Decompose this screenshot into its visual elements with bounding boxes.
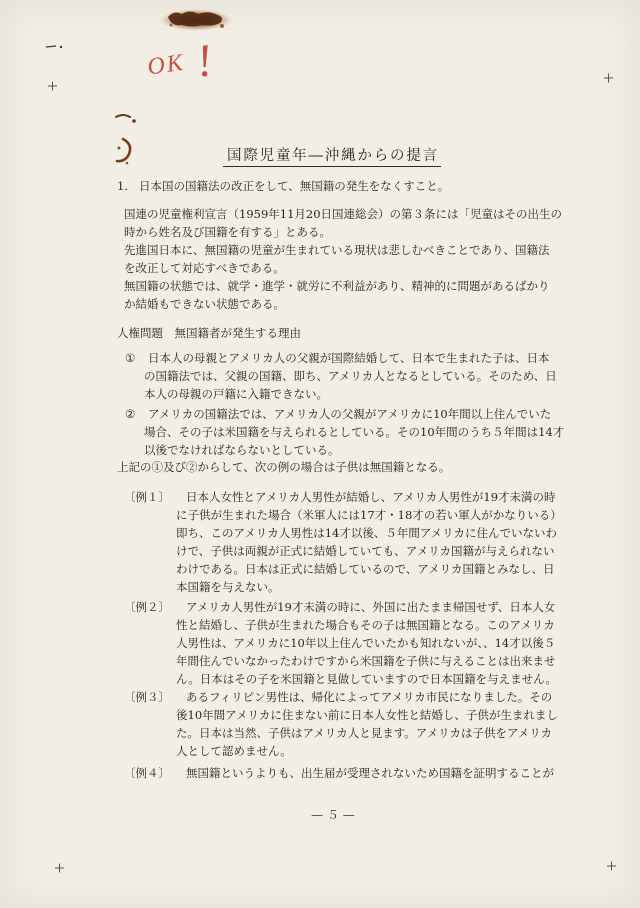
subheading: 人権問題 無国籍者が発生する理由 (117, 326, 301, 340)
paragraph-line: 無国籍の状態では、就学・進学・就労に不利益があり、精神的に問題があるばかり (124, 279, 550, 293)
example-line: あるフィリピン男性は、帰化によってアメリカ市民になりました。その (186, 690, 553, 704)
handwritten-exclamation: ! (193, 33, 216, 87)
handwritten-ok-mark (144, 33, 215, 94)
reason-item-2 (125, 405, 564, 459)
section-heading-text: 日本国の国籍法の改正をして、無国籍の発生をなくすこと。 (139, 179, 450, 193)
example-label: 〔例２〕 (124, 600, 170, 614)
example-line: 人男性は、アメリカに10年以上住んでいたかも知れないが、、14才以後５ (176, 636, 556, 650)
registration-mark-top-left (48, 82, 57, 91)
example-line: けで、子供は両親が正式に結婚していても、アメリカ国籍が与えられない (176, 544, 555, 558)
reason-marker: ① (125, 351, 136, 365)
example-line: ん。日本はその子を米国籍と見做していますので日本国籍を与えません。 (176, 672, 557, 686)
reason-line: アメリカの国籍法では、アメリカ人の父親がアメリカに10年間以上住んでいた (148, 407, 552, 421)
document-title: 国際児童年―沖縄からの提言 (223, 147, 441, 167)
reason-line: 以後でなければならないとしている。 (144, 443, 340, 457)
paragraph-line: 時から姓名及び国籍を有する」とある。 (124, 225, 331, 239)
example-line: 日本人女性とアメリカ人男性が結婚し、アメリカ人男性が19才未満の時 (186, 490, 556, 504)
example-line: 性と結婚し、子供が生まれた場合もその子は無国籍となる。このアメリカ (176, 618, 555, 632)
handwritten-ok-letters: OK (145, 49, 187, 81)
example-line: アメリカ人男性が19才未満の時に、外国に出たまま帰国せず、日本人女 (186, 600, 556, 614)
example-line: 無国籍というよりも、出生届が受理されないため国籍を証明することが (186, 766, 554, 780)
example-line: わけである。日本は正式に結婚しているので、アメリカ国籍とみなし、日 (176, 562, 555, 576)
section-1-paragraph (124, 205, 562, 313)
example-line: 即ち、このアメリカ人男性は14才以後、５年間アメリカに住んでいないわ (176, 526, 558, 540)
reason-line: 日本人の母親とアメリカ人の父親が国際結婚して、日本で生まれた子は、日本 (148, 351, 550, 365)
example-line: に子供が生まれた場合（米軍人には17才・18才の若い軍人がかなりいる） (176, 508, 562, 522)
reason-line: 本人の母親の戸籍に入籍できない。 (144, 387, 328, 401)
example-line: 本国籍を与えない。 (176, 580, 280, 594)
example-4 (124, 764, 554, 782)
example-line: 後10年間アメリカに住まない前に日本人女性と結婚し、子供が生まれまし (176, 708, 558, 722)
registration-mark-bottom-left (55, 864, 64, 873)
reason-item-1 (125, 349, 557, 403)
paragraph-line: 先進国日本に、無国籍の児童が生まれている現状は悲しむべきことであり、国籍法 (124, 243, 550, 257)
paragraph-line: を改正して対応すべきである。 (124, 261, 285, 275)
conclusion-line: 上記の①及び②からして、次の例の場合は子供は無国籍となる。 (117, 460, 451, 474)
example-label: 〔例１〕 (124, 490, 170, 504)
example-line: た。日本は当然、子供はアメリカ人と見ます。アメリカは子供をアメリカ (176, 726, 553, 740)
example-label: 〔例４〕 (124, 766, 170, 780)
ink-specks (46, 46, 62, 48)
example-3 (124, 688, 558, 760)
section-1-heading (117, 177, 449, 195)
rust-stain-top (160, 9, 232, 31)
example-line: 人として認めません。 (176, 744, 292, 758)
registration-mark-bottom-right (607, 862, 616, 871)
reason-marker: ② (125, 407, 136, 421)
example-label: 〔例３〕 (124, 690, 170, 704)
rust-stain-left (116, 115, 136, 164)
paragraph-line: 国連の児童権利宣言（1959年11月20日国連総会）の第３条には「児童はその出生の (124, 207, 563, 221)
reason-line: 場合、その子は米国籍を与えられるとしている。その10年間のうち５年間は14才 (144, 425, 565, 439)
paragraph-line: か結婚もできない状態である。 (124, 297, 285, 311)
example-1 (124, 488, 562, 596)
example-2 (124, 598, 557, 688)
registration-mark-top-right (604, 74, 613, 83)
reason-line: の国籍法では、父親の国籍、即ち、アメリカ人となるとしている。そのため、日 (144, 369, 557, 383)
section-number: 1. (117, 179, 128, 193)
page-number: — ５ — (311, 808, 355, 822)
example-line: 年間住んでいなかったわけですから米国籍を子供に与えることは出来ませ (176, 654, 556, 668)
